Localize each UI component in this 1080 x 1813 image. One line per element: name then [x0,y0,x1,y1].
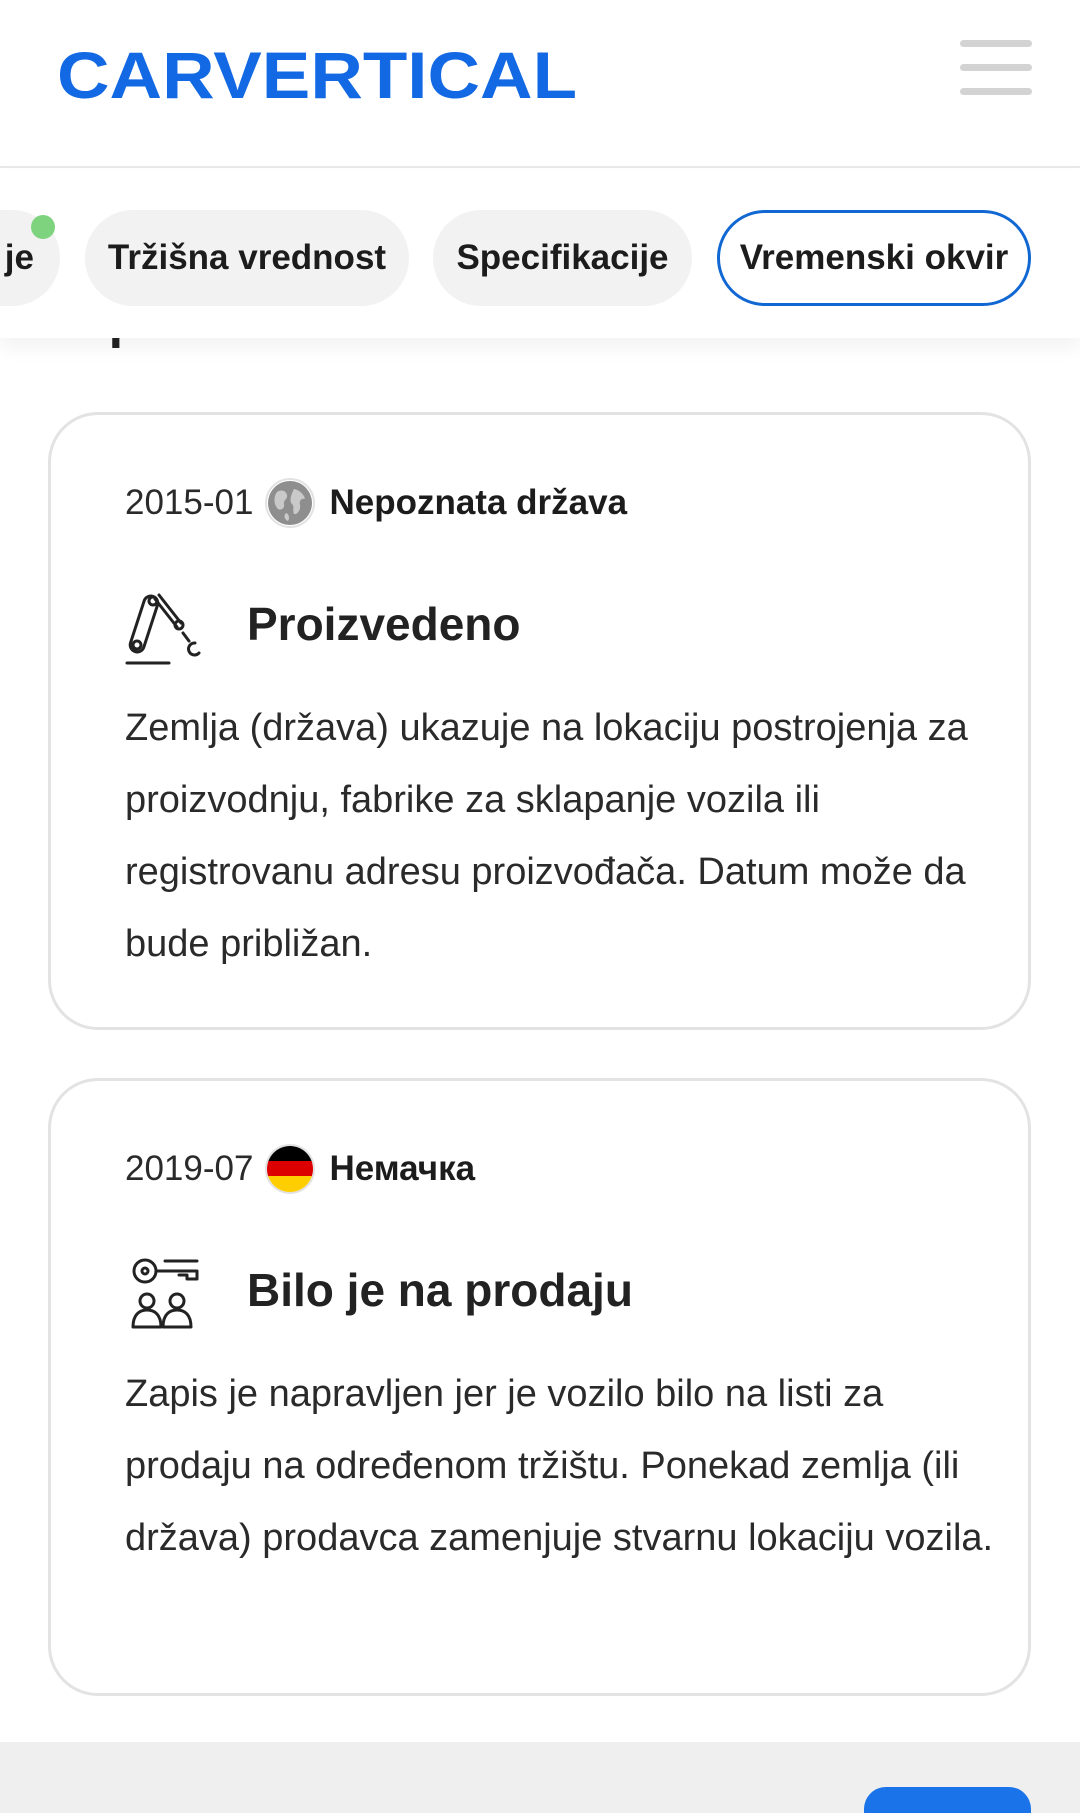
event-description: Zemlja (država) ukazuje na lokaciju postrojenja za proizvodnju, fabrike za sklapanje vozila ili registrovanu adresu proizvođača. Datum može da bude približan. [125,707,968,965]
factory-robot-arm-icon [125,583,211,669]
section-tabs [0,170,1080,338]
germany-flag-icon [265,1144,315,1194]
tab-market-value[interactable] [85,210,409,306]
tab-specifications[interactable] [433,210,692,306]
event-country: Немачка [329,1149,476,1188]
key-people-icon [125,1249,211,1335]
tab-timeline[interactable] [717,210,1031,306]
new-indicator-dot [31,215,55,239]
logo-text: CARVERTICAL [57,38,577,102]
event-country: Nepoznata država [329,483,628,522]
carvertical-logo[interactable] [57,26,579,102]
tab-specifications-label: Specifikacije [456,238,669,277]
globe-icon [265,478,315,528]
hamburger-menu-icon[interactable] [960,40,1032,96]
tab-market-value-label: Tržišna vrednost [107,238,387,277]
event-meta [125,1143,475,1195]
event-title: Proizvedeno [247,598,521,650]
event-meta [125,477,627,529]
action-button[interactable] [864,1787,1031,1813]
timeline-event-card [48,412,1031,1030]
tab-previous-label: je [4,238,34,277]
timeline-event-card [48,1078,1031,1696]
event-description: Zapis je napravljen jer je vozilo bilo na listi za prodaju na određenom tržištu. Ponekad zemlja (ili država) prodavca zamenjuje stvarnu lokaciju vozila. [125,1373,994,1559]
tab-timeline-label: Vremenski okvir [739,238,1009,277]
event-date: 2019-07 [125,1149,254,1188]
event-title: Bilo je na prodaju [247,1264,633,1316]
event-date: 2015-01 [125,483,254,522]
site-header [0,0,1080,168]
